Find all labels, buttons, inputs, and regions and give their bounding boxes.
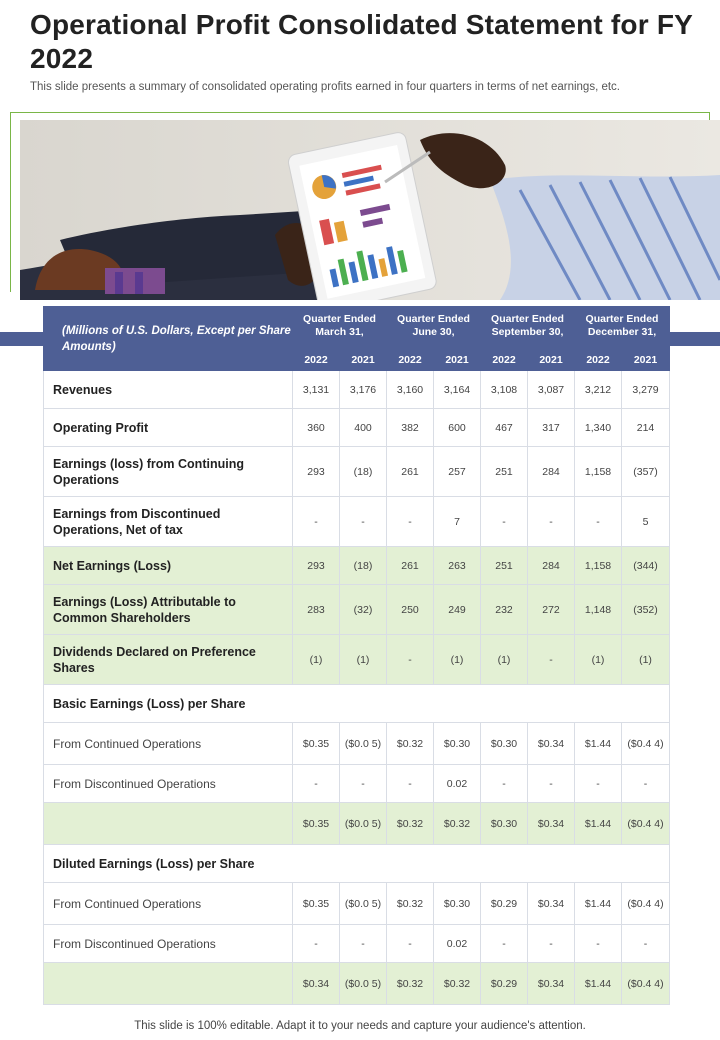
value-cell: 249 [434,585,481,635]
table-row [44,845,670,883]
value-cell: $0.34 [528,883,575,925]
table-row [44,685,670,723]
value-cell: 3,131 [293,371,340,409]
value-cell: (1) [293,635,340,685]
value-cell: 232 [481,585,528,635]
table-row [44,723,670,765]
value-cell: $0.32 [387,723,434,765]
value-cell: - [387,925,434,963]
value-cell: 293 [293,547,340,585]
table-row [44,635,670,685]
value-cell: $0.30 [481,723,528,765]
table-row [44,963,670,1005]
value-cell: - [528,765,575,803]
year-header: 2022 [481,349,528,371]
year-header: 2022 [387,349,434,371]
value-cell: 600 [434,409,481,447]
value-cell: - [387,497,434,547]
value-cell: 251 [481,547,528,585]
value-cell: 3,087 [528,371,575,409]
quarter-header: Quarter Ended September 30, [481,307,575,349]
value-cell: - [387,765,434,803]
value-cell: (18) [340,447,387,497]
value-cell: 0.02 [434,765,481,803]
value-cell: 261 [387,447,434,497]
value-cell: $0.35 [293,723,340,765]
value-cell: - [340,497,387,547]
row-label: Earnings (Loss) Attributable to Common Shareholders [44,585,293,635]
value-cell: - [293,497,340,547]
value-cell: - [340,925,387,963]
value-cell: $0.34 [528,723,575,765]
table-row [44,371,670,409]
value-cell: (1) [575,635,622,685]
value-cell: 467 [481,409,528,447]
value-cell: 261 [387,547,434,585]
value-cell: - [575,765,622,803]
value-cell: (1) [340,635,387,685]
value-cell: 284 [528,547,575,585]
value-cell: - [528,635,575,685]
value-cell: $0.32 [434,963,481,1005]
year-header: 2021 [528,349,575,371]
value-cell: ($0.4 4) [622,803,670,845]
value-cell: (1) [481,635,528,685]
year-header: 2021 [340,349,387,371]
value-cell: 272 [528,585,575,635]
section-label: Diluted Earnings (Loss) per Share [44,845,670,883]
year-header: 2022 [575,349,622,371]
value-cell: $1.44 [575,723,622,765]
value-cell: 3,212 [575,371,622,409]
value-cell: ($0.0 5) [340,963,387,1005]
value-cell: - [481,497,528,547]
year-header: 2021 [622,349,670,371]
value-cell: (357) [622,447,670,497]
value-cell: $0.29 [481,963,528,1005]
value-cell: 3,164 [434,371,481,409]
row-label: Revenues [44,371,293,409]
row-label: From Continued Operations [44,723,293,765]
value-cell: ($0.4 4) [622,883,670,925]
value-cell: - [293,925,340,963]
value-cell: 3,160 [387,371,434,409]
table-row [44,925,670,963]
value-cell: - [528,925,575,963]
page-title: Operational Profit Consolidated Statement for FY 2022 [30,9,693,74]
value-cell: $0.32 [387,803,434,845]
value-cell: $0.34 [528,803,575,845]
hero-photo [20,120,720,300]
value-cell: $1.44 [575,883,622,925]
value-cell: $0.30 [481,803,528,845]
quarter-header: Quarter Ended March 31, [293,307,387,349]
value-cell: 3,176 [340,371,387,409]
value-cell: - [575,925,622,963]
unit-label: (Millions of U.S. Dollars, Except per Share Amounts) [44,307,293,371]
footer-note: This slide is 100% editable. Adapt it to your needs and capture your audience's attention. [134,1020,586,1032]
value-cell: 317 [528,409,575,447]
value-cell: 1,158 [575,547,622,585]
value-cell: $1.44 [575,803,622,845]
value-cell: 3,108 [481,371,528,409]
value-cell: 3,279 [622,371,670,409]
table-row [44,409,670,447]
value-cell: $0.30 [434,883,481,925]
value-cell: 0.02 [434,925,481,963]
value-cell: 1,148 [575,585,622,635]
table-row [44,447,670,497]
year-header: 2022 [293,349,340,371]
value-cell: - [340,765,387,803]
value-cell: $0.30 [434,723,481,765]
value-cell: 251 [481,447,528,497]
value-cell: $0.35 [293,803,340,845]
value-cell: 1,340 [575,409,622,447]
value-cell: (1) [434,635,481,685]
row-label: Earnings (loss) from Continuing Operations [44,447,293,497]
row-label [44,803,293,845]
value-cell: (1) [622,635,670,685]
quarter-header: Quarter Ended June 30, [387,307,481,349]
value-cell: 257 [434,447,481,497]
row-label: From Discontinued Operations [44,765,293,803]
value-cell: $0.34 [528,963,575,1005]
table-row [44,765,670,803]
value-cell: 250 [387,585,434,635]
page-subtitle: This slide presents a summary of consolidated operating profits earned in four quarters in terms of net earnings, etc. [30,81,620,93]
value-cell: $0.35 [293,883,340,925]
value-cell: 382 [387,409,434,447]
value-cell: (32) [340,585,387,635]
value-cell: 283 [293,585,340,635]
value-cell: - [622,765,670,803]
value-cell: 400 [340,409,387,447]
value-cell: (18) [340,547,387,585]
value-cell: - [575,497,622,547]
value-cell: 360 [293,409,340,447]
value-cell: 1,158 [575,447,622,497]
value-cell: ($0.4 4) [622,963,670,1005]
value-cell: - [622,925,670,963]
value-cell: 263 [434,547,481,585]
row-label: From Continued Operations [44,883,293,925]
quarter-header: Quarter Ended December 31, [575,307,670,349]
table-row [44,585,670,635]
value-cell: (344) [622,547,670,585]
value-cell: ($0.0 5) [340,883,387,925]
financial-table [43,306,670,1005]
decorative-frame-left [10,112,11,292]
row-label: From Discontinued Operations [44,925,293,963]
row-label: Dividends Declared on Preference Shares [44,635,293,685]
row-label: Net Earnings (Loss) [44,547,293,585]
row-label: Operating Profit [44,409,293,447]
value-cell: $0.32 [434,803,481,845]
value-cell: 293 [293,447,340,497]
value-cell: 7 [434,497,481,547]
value-cell: - [528,497,575,547]
table-row [44,803,670,845]
value-cell: - [481,765,528,803]
value-cell: - [293,765,340,803]
value-cell: (352) [622,585,670,635]
value-cell: 284 [528,447,575,497]
table-row [44,497,670,547]
value-cell: 5 [622,497,670,547]
table-row [44,547,670,585]
table-row [44,883,670,925]
value-cell: - [481,925,528,963]
value-cell: $1.44 [575,963,622,1005]
value-cell: $0.32 [387,883,434,925]
value-cell: ($0.0 5) [340,723,387,765]
value-cell: - [387,635,434,685]
value-cell: ($0.4 4) [622,723,670,765]
table-body [44,371,670,1005]
value-cell: $0.29 [481,883,528,925]
section-label: Basic Earnings (Loss) per Share [44,685,670,723]
year-header: 2021 [434,349,481,371]
row-label [44,963,293,1005]
row-label: Earnings from Discontinued Operations, Net of tax [44,497,293,547]
value-cell: $0.32 [387,963,434,1005]
value-cell: ($0.0 5) [340,803,387,845]
value-cell: 214 [622,409,670,447]
value-cell: $0.34 [293,963,340,1005]
